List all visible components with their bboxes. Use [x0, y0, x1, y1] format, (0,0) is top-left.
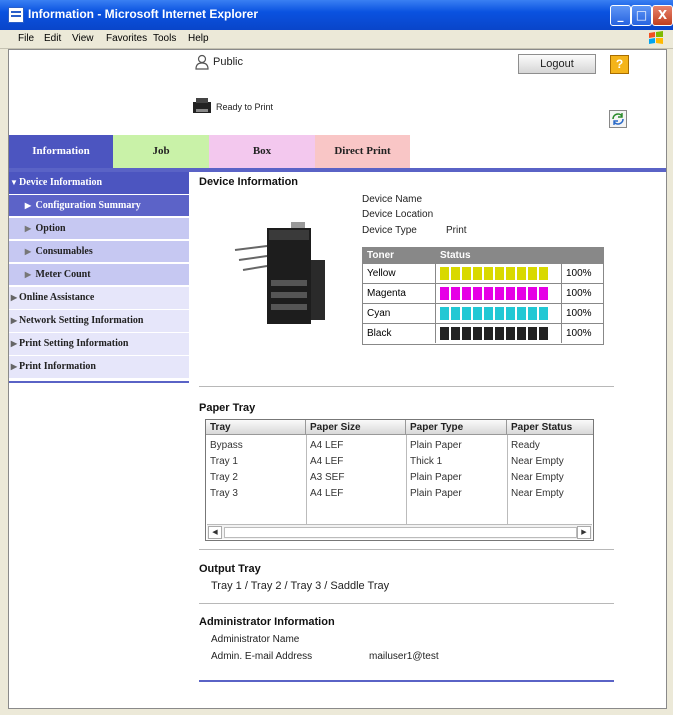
paper-tray-cell: Near Empty: [511, 456, 564, 467]
toner-percent: 100%: [566, 288, 592, 299]
triangle-right-icon: ▶: [10, 293, 18, 302]
paper-tray-cell: Plain Paper: [410, 488, 462, 499]
toner-row: [363, 324, 603, 343]
scroll-left-icon[interactable]: ◀: [208, 526, 222, 539]
column-header-tray[interactable]: Tray: [206, 420, 306, 435]
page-content: [8, 49, 667, 709]
sidebar-item-device-information[interactable]: [9, 172, 189, 195]
toner-level-segment: [473, 267, 482, 280]
paper-tray-cell: Tray 3: [210, 488, 238, 499]
admin-email-label: Admin. E-mail Address: [211, 651, 313, 662]
toner-name: Yellow: [363, 264, 436, 283]
menu-help[interactable]: Help: [188, 33, 209, 44]
toner-level-segment: [473, 327, 482, 340]
toner-level-bar: [436, 284, 562, 303]
toner-level-segment: [528, 267, 537, 280]
toner-level-segment: [462, 287, 471, 300]
toner-level-segment: [495, 287, 504, 300]
toner-level-segment: [440, 307, 449, 320]
sidebar-item-label: Configuration Summary: [35, 200, 141, 211]
toner-level-segment: [517, 307, 526, 320]
toner-percent: 100%: [566, 328, 592, 339]
paper-tray-cell: A4 LEF: [310, 456, 344, 467]
sidebar-item-label: Print Information: [19, 361, 96, 372]
window-title: Information - Microsoft Internet Explorer: [28, 7, 259, 21]
tab-direct-print[interactable]: Direct Print: [315, 135, 410, 168]
device-type-label: Device Type: [362, 225, 417, 236]
scroll-right-icon[interactable]: ▶: [577, 526, 591, 539]
toner-level-segment: [462, 267, 471, 280]
scrollbar-thumb[interactable]: [224, 527, 577, 538]
toner-name: Black: [363, 324, 436, 343]
section-divider: [199, 386, 614, 387]
toner-level-segment: [451, 327, 460, 340]
user-name: Public: [213, 56, 243, 68]
sidebar-item-configuration-summary[interactable]: [9, 195, 189, 217]
paper-tray-cell: Tray 2: [210, 472, 238, 483]
refresh-icon[interactable]: [609, 110, 627, 128]
toner-level-segment: [484, 287, 493, 300]
column-header-paper-status[interactable]: Paper Status: [507, 420, 593, 435]
paper-tray-cell: Tray 1: [210, 456, 238, 467]
device-type-value: Print: [446, 225, 467, 236]
triangle-right-icon: ▶: [10, 362, 18, 371]
toner-level-segment: [539, 307, 548, 320]
column-header-paper-type[interactable]: Paper Type: [406, 420, 507, 435]
toner-level-segment: [484, 327, 493, 340]
tab-information[interactable]: Information: [9, 135, 113, 168]
toner-level-segment: [473, 287, 482, 300]
toner-header-row: [363, 248, 603, 264]
toner-level-segment: [539, 327, 548, 340]
sidebar-item-network-setting-information[interactable]: [9, 310, 189, 333]
device-info-heading: Device Information: [199, 176, 299, 188]
device-location-label: Device Location: [362, 209, 434, 220]
horizontal-scrollbar[interactable]: [207, 524, 592, 539]
paper-tray-cell: Plain Paper: [410, 472, 462, 483]
menu-favorites[interactable]: Favorites: [106, 33, 148, 44]
sidebar-item-consumables[interactable]: [9, 241, 189, 263]
toner-level-segment: [517, 267, 526, 280]
toner-level-bar: [436, 304, 562, 323]
toner-level-segment: [473, 307, 482, 320]
paper-tray-cell: Plain Paper: [410, 440, 462, 451]
paper-tray-cell: A3 SEF: [310, 472, 345, 483]
toner-level-segment: [451, 307, 460, 320]
logout-button[interactable]: Logout: [518, 54, 596, 74]
sidebar-item-label: Option: [35, 223, 66, 234]
sidebar-item-meter-count[interactable]: [9, 264, 189, 286]
output-tray-value: Tray 1 / Tray 2 / Tray 3 / Saddle Tray: [211, 580, 390, 592]
paper-tray-cell: A4 LEF: [310, 488, 344, 499]
toner-level-segment: [495, 307, 504, 320]
toner-level-segment: [495, 267, 504, 280]
device-name-label: Device Name: [362, 194, 423, 205]
sidebar-bottom-rule: [9, 381, 189, 383]
section-divider: [199, 603, 614, 604]
column-header-paper-size[interactable]: Paper Size: [306, 420, 406, 435]
menu-edit[interactable]: Edit: [44, 33, 62, 44]
toner-level-bar: [436, 264, 562, 283]
help-button[interactable]: ?: [610, 55, 629, 74]
toner-level-segment: [528, 307, 537, 320]
toner-level-segment: [462, 307, 471, 320]
menu-bar: [0, 30, 673, 49]
maximize-button[interactable]: □: [631, 5, 652, 26]
section-divider: [199, 549, 614, 550]
toner-level-segment: [462, 327, 471, 340]
printer-device-image: [231, 220, 331, 330]
windows-logo-icon: [647, 31, 665, 45]
sidebar-item-label: Print Setting Information: [19, 338, 129, 349]
admin-info-heading: Administrator Information: [199, 616, 335, 628]
menu-view[interactable]: View: [72, 33, 94, 44]
triangle-right-icon: ▶: [24, 270, 32, 279]
toner-level-segment: [517, 287, 526, 300]
admin-name-label: Administrator Name: [211, 634, 300, 645]
admin-email-value: mailuser1@test: [369, 651, 439, 662]
status-header: Status: [440, 250, 471, 261]
close-button[interactable]: X: [652, 5, 673, 26]
toner-level-segment: [484, 307, 493, 320]
printer-status-text: Ready to Print: [216, 102, 274, 112]
toner-name: Cyan: [363, 304, 436, 323]
minimize-button[interactable]: _: [610, 5, 631, 26]
triangle-right-icon: ▶: [24, 224, 32, 233]
tab-box[interactable]: Box: [209, 135, 315, 168]
paper-tray-heading: Paper Tray: [199, 402, 256, 414]
paper-tray-cell: Near Empty: [511, 488, 564, 499]
toner-level-segment: [506, 267, 515, 280]
toner-row: [363, 264, 603, 284]
title-bar: [0, 0, 673, 30]
toner-level-segment: [539, 287, 548, 300]
toner-name: Magenta: [363, 284, 436, 303]
toner-level-segment: [440, 267, 449, 280]
toner-level-segment: [506, 327, 515, 340]
sidebar-item-print-setting-information[interactable]: [9, 333, 189, 356]
triangle-right-icon: ▶: [10, 316, 18, 325]
toner-level-segment: [484, 267, 493, 280]
sidebar-item-label: Meter Count: [35, 269, 91, 280]
toner-row: [363, 304, 603, 324]
user-icon: [195, 54, 209, 70]
main-tabs: [9, 135, 666, 170]
sidebar-item-option[interactable]: [9, 218, 189, 240]
output-tray-heading: Output Tray: [199, 563, 261, 575]
toner-level-segment: [517, 327, 526, 340]
paper-tray-cell: Ready: [511, 440, 540, 451]
triangle-right-icon: ▶: [10, 339, 18, 348]
sidebar-item-label: Network Setting Information: [19, 315, 144, 326]
paper-tray-table: [205, 419, 594, 541]
sidebar-item-online-assistance[interactable]: [9, 287, 189, 310]
paper-tray-cell: Near Empty: [511, 472, 564, 483]
toner-level-segment: [528, 287, 537, 300]
sidebar-item-label: Consumables: [35, 246, 93, 257]
toner-level-segment: [506, 287, 515, 300]
paper-tray-cell: Thick 1: [410, 456, 443, 467]
sidebar-item-label: Device Information: [19, 177, 103, 188]
toner-level-segment: [451, 267, 460, 280]
triangle-right-icon: ▶: [24, 201, 32, 210]
toner-level-segment: [528, 327, 537, 340]
triangle-down-icon: ▼: [10, 178, 18, 187]
sidebar-item-print-information[interactable]: [9, 356, 189, 379]
menu-tools[interactable]: Tools: [153, 33, 177, 44]
ie-page-icon: [8, 7, 24, 23]
toner-percent: 100%: [566, 308, 592, 319]
toner-level-segment: [440, 287, 449, 300]
toner-level-segment: [506, 307, 515, 320]
toner-level-segment: [440, 327, 449, 340]
toner-header: Toner: [367, 250, 395, 261]
toner-level-segment: [539, 267, 548, 280]
paper-tray-cell: A4 LEF: [310, 440, 344, 451]
menu-file[interactable]: File: [18, 33, 35, 44]
toner-table: [362, 247, 604, 345]
paper-tray-cell: Bypass: [210, 440, 243, 451]
tab-job[interactable]: Job: [113, 135, 209, 168]
printer-status-icon: [191, 96, 213, 116]
content-bottom-rule: [199, 680, 614, 682]
toner-level-bar: [436, 324, 562, 343]
toner-percent: 100%: [566, 268, 592, 279]
toner-level-segment: [451, 287, 460, 300]
toner-level-segment: [495, 327, 504, 340]
toner-row: [363, 284, 603, 304]
sidebar-item-label: Online Assistance: [19, 292, 95, 303]
triangle-right-icon: ▶: [24, 247, 32, 256]
